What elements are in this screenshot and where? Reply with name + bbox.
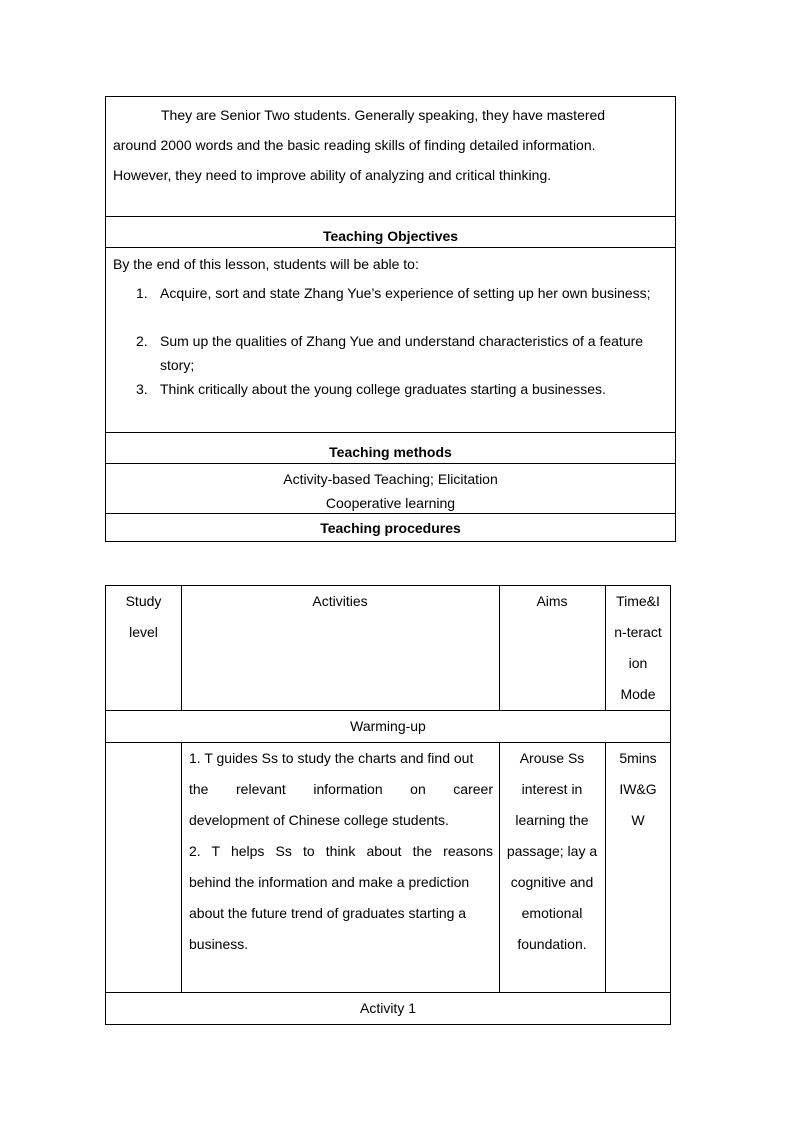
procedure-table xyxy=(105,585,671,1025)
objective-item xyxy=(136,281,676,329)
header-aims: Aims xyxy=(536,593,568,609)
activity-line: 2. T helps Ss to think about the reasons xyxy=(189,843,493,859)
header-activities: Activities xyxy=(312,593,368,609)
divider xyxy=(106,513,675,514)
student-analysis-line-1: They are Senior Two students. Generally speaking, they have mastered xyxy=(161,107,606,123)
teaching-methods-heading: Teaching methods xyxy=(329,444,452,460)
teaching-plan-table xyxy=(105,96,676,542)
objective-item xyxy=(136,377,676,401)
activity-line: development of Chinese college students. xyxy=(189,812,449,828)
aims-line: passage; lay a xyxy=(506,843,598,859)
student-analysis-line-2: around 2000 words and the basic reading skills of finding detailed information. xyxy=(113,137,596,153)
divider xyxy=(106,463,675,464)
methods-line-2: Cooperative learning xyxy=(325,495,456,511)
aims-line: Arouse Ss xyxy=(519,750,585,766)
column-divider xyxy=(181,742,182,992)
header-text: n-teract xyxy=(614,624,662,640)
objectives-intro: By the end of this lesson, students will be able to: xyxy=(113,256,419,272)
divider xyxy=(106,432,675,433)
activity-line: behind the information and make a prediction xyxy=(189,874,470,890)
time-mode-line: W xyxy=(631,812,645,828)
objective-text: Sum up the qualities of Zhang Yue and understand characteristics of a feature story; xyxy=(160,333,644,373)
objective-text: Acquire, sort and state Zhang Yue’s experience of setting up her own business; xyxy=(160,285,651,301)
header-time-mode xyxy=(605,586,671,710)
activity-line: 1. T guides Ss to study the charts and find out xyxy=(189,750,474,766)
aims-line: foundation. xyxy=(517,936,587,952)
divider xyxy=(106,247,675,248)
header-text: ion xyxy=(628,655,648,671)
activity-line: about the future trend of graduates starting a xyxy=(189,905,467,921)
teaching-procedures-heading: Teaching procedures xyxy=(320,520,461,536)
activity-line: business. xyxy=(189,936,249,952)
objective-text: Think critically about the young college graduates starting a businesses. xyxy=(160,381,606,397)
aims-line: interest in xyxy=(521,781,583,797)
student-analysis-line-3: However, they need to improve ability of analyzing and critical thinking. xyxy=(113,167,552,183)
divider xyxy=(106,216,675,217)
aims-cell xyxy=(499,743,605,960)
objective-item xyxy=(136,329,676,377)
activity-1-heading: Activity 1 xyxy=(359,1000,416,1016)
teaching-objectives-heading: Teaching Objectives xyxy=(322,228,459,244)
time-mode-line: 5mins xyxy=(619,750,657,766)
objective-number: 1. xyxy=(136,285,148,301)
activities-cell xyxy=(189,743,493,960)
aims-line: emotional xyxy=(521,905,583,921)
objective-number: 2. xyxy=(136,333,148,349)
time-mode-line: IW&G xyxy=(619,781,657,797)
warming-up-heading: Warming-up xyxy=(350,718,426,734)
methods-line-1: Activity-based Teaching; Elicitation xyxy=(283,471,498,487)
aims-line: cognitive and xyxy=(510,874,594,890)
header-text: Time&I xyxy=(616,593,660,609)
header-study-level xyxy=(106,586,181,648)
objective-number: 3. xyxy=(136,381,148,397)
header-text: level xyxy=(129,624,158,640)
time-mode-cell xyxy=(605,743,671,836)
aims-line: learning the xyxy=(515,812,589,828)
activity-line: the relevant information on career xyxy=(189,781,493,797)
header-text: Mode xyxy=(620,686,656,702)
header-text: Study xyxy=(125,593,162,609)
